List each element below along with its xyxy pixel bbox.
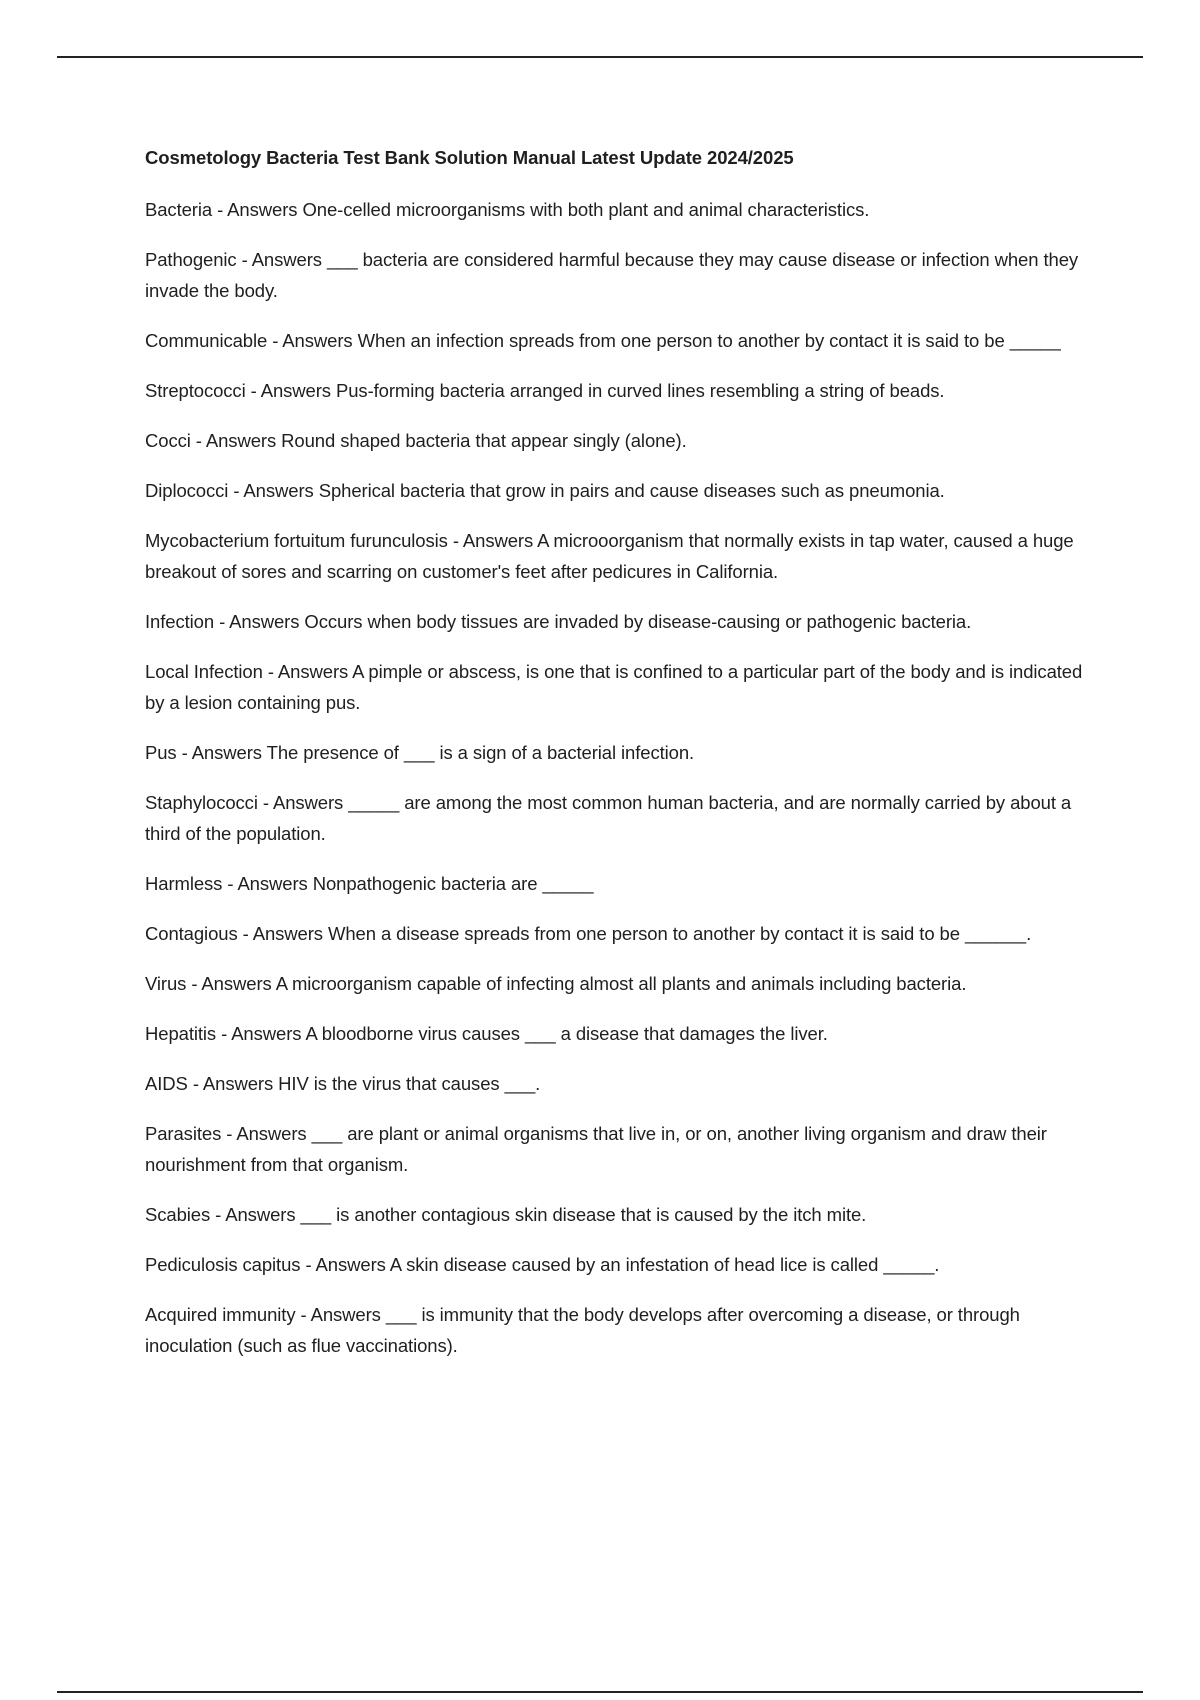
list-item: Bacteria - Answers One-celled microorganisms with both plant and animal characteristics. [145, 199, 870, 220]
list-item: Communicable - Answers When an infection spreads from one person to another by contact it is said to be _____ [145, 330, 1061, 351]
list-item: Pus - Answers The presence of ___ is a sign of a bacterial infection. [145, 742, 695, 763]
list-item: Mycobacterium fortuitum furunculosis - Answers A microoorganism that normally exists in tap water, caused a huge breakout of sores and scarring on customer's feet after pedicures in California. [145, 530, 1074, 582]
list-item: Parasites - Answers ___ are plant or animal organisms that live in, or on, another living organism and draw their nourishment from that organism. [145, 1123, 1047, 1175]
list-item: Pediculosis capitus - Answers A skin disease caused by an infestation of head lice is called _____. [145, 1254, 940, 1275]
document-body [145, 143, 1085, 1380]
list-item: Diplococci - Answers Spherical bacteria that grow in pairs and cause diseases such as pneumonia. [145, 480, 945, 501]
list-item: Contagious - Answers When a disease spreads from one person to another by contact it is said to be ______. [145, 923, 1032, 944]
list-item: Streptococci - Answers Pus-forming bacteria arranged in curved lines resembling a string of beads. [145, 380, 945, 401]
list-item: Harmless - Answers Nonpathogenic bacteria are _____ [145, 873, 594, 894]
list-item: Acquired immunity - Answers ___ is immunity that the body develops after overcoming a disease, or through inoculation (such as flue vaccinations). [145, 1304, 1020, 1356]
list-item: Pathogenic - Answers ___ bacteria are considered harmful because they may cause disease or infection when they invade the body. [145, 249, 1079, 301]
list-item: Virus - Answers A microorganism capable of infecting almost all plants and animals including bacteria. [145, 973, 967, 994]
list-item: Scabies - Answers ___ is another contagious skin disease that is caused by the itch mite. [145, 1204, 867, 1225]
list-item: AIDS - Answers HIV is the virus that causes ___. [145, 1073, 541, 1094]
list-item: Cocci - Answers Round shaped bacteria that appear singly (alone). [145, 430, 687, 451]
list-item: Local Infection - Answers A pimple or abscess, is one that is confined to a particular part of the body and is indicated by a lesion containing pus. [145, 661, 1083, 713]
bottom-divider [57, 1691, 1143, 1693]
list-item: Staphylococci - Answers _____ are among the most common human bacteria, and are normally carried by about a third of the population. [145, 792, 1072, 844]
list-item: Hepatitis - Answers A bloodborne virus causes ___ a disease that damages the liver. [145, 1023, 828, 1044]
top-divider [57, 56, 1143, 58]
list-item: Infection - Answers Occurs when body tissues are invaded by disease-causing or pathogenic bacteria. [145, 611, 972, 632]
document-title: Cosmetology Bacteria Test Bank Solution Manual Latest Update 2024/2025 [145, 147, 794, 168]
